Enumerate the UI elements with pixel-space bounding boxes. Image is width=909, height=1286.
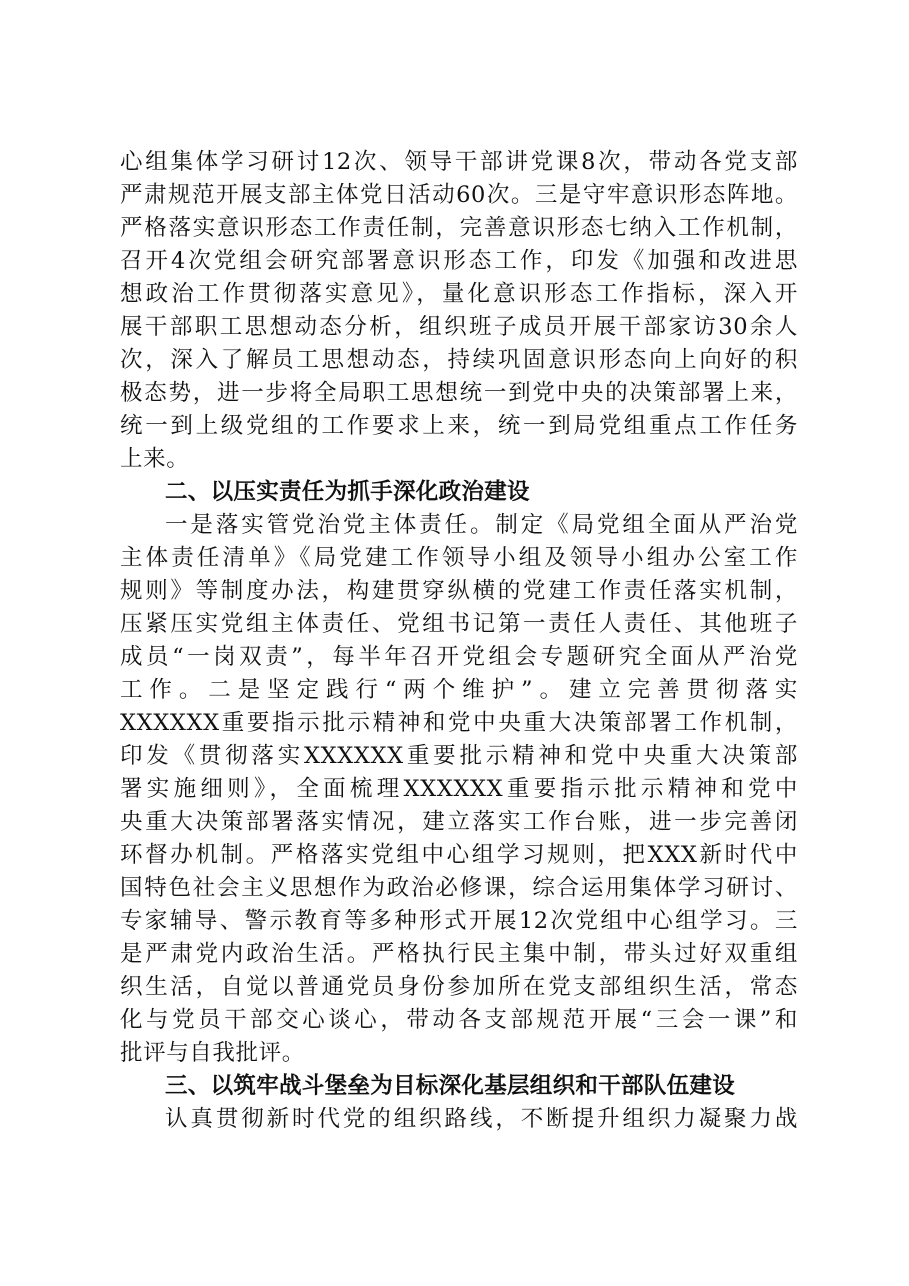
text-line: XXXXXX重要指示批示精神和党中央重大决策部署工作机制， — [120, 710, 798, 736]
text-line: 印发《贯彻落实XXXXXX重要批示精神和党中央重大决策部 — [120, 743, 798, 769]
section-heading-3: 三、以筑牢战斗堡垒为目标深化基层组织和干部队伍建设 — [165, 1073, 736, 1099]
text-line: 主体责任清单》《局党建工作领导小组及领导小组办公室工作 — [120, 545, 798, 571]
text-line: 想政治工作贯彻落实意见》，量化意识形态工作指标，深入开 — [120, 281, 798, 307]
paragraph-ideology — [120, 146, 798, 476]
text-line: 化与党员干部交心谈心，带动各支部规范开展“三会一课”和 — [120, 1007, 798, 1033]
text-line: 认真贯彻新时代党的组织路线，不断提升组织力凝聚力战 — [165, 1106, 798, 1132]
text-line: 极态势，进一步将全局职工思想统一到党中央的决策部署上来， — [120, 380, 798, 406]
text-line: 央重大决策部署落实情况，建立落实工作台账，进一步完善闭 — [120, 809, 798, 835]
text-line: 上来。 — [120, 446, 190, 472]
document-body — [120, 146, 798, 1136]
text-line: 织生活，自觉以普通党员身份参加所在党支部组织生活，常态 — [120, 974, 798, 1000]
section-heading-2: 二、以压实责任为抓手深化政治建设 — [165, 479, 530, 505]
text-line: 批评与自我批评。 — [120, 1040, 305, 1066]
text-line: 国特色社会主义思想作为政治必修课，综合运用集体学习研讨、 — [120, 875, 798, 901]
paragraph-grassroots — [120, 1103, 798, 1136]
text-line: 严格落实意识形态工作责任制，完善意识形态七纳入工作机制， — [120, 215, 798, 241]
text-line: 成员“一岗双责”，每半年召开党组会专题研究全面从严治党 — [120, 644, 798, 670]
text-line: 统一到上级党组的工作要求上来，统一到局党组重点工作任务 — [120, 413, 798, 439]
text-line: 规则》等制度办法，构建贯穿纵横的党建工作责任落实机制， — [120, 578, 798, 604]
text-line: 专家辅导、警示教育等多种形式开展12次党组中心组学习。三 — [120, 908, 798, 934]
text-line: 署实施细则》，全面梳理XXXXXX重要指示批示精神和党中 — [120, 776, 798, 802]
text-line: 一是落实管党治党主体责任。制定《局党组全面从严治党 — [165, 512, 798, 538]
text-line: 召开4次党组会研究部署意识形态工作，印发《加强和改进思 — [120, 248, 798, 274]
text-line: 严肃规范开展支部主体党日活动60次。三是守牢意识形态阵地。 — [120, 182, 798, 208]
text-line: 是严肃党内政治生活。严格执行民主集中制，带头过好双重组 — [120, 941, 798, 967]
text-line: 压紧压实党组主体责任、党组书记第一责任人责任、其他班子 — [120, 611, 798, 637]
text-line: 心组集体学习研讨12次、领导干部讲党课8次，带动各党支部 — [120, 149, 798, 175]
text-line: 展干部职工思想动态分析，组织班子成员开展干部家访30余人 — [120, 314, 798, 340]
text-line: 环督办机制。严格落实党组中心组学习规则，把XXX新时代中 — [120, 842, 798, 868]
text-line: 工作。二是坚定践行“两个维护”。建立完善贯彻落实 — [120, 677, 798, 703]
text-line: 次，深入了解员工思想动态，持续巩固意识形态向上向好的积 — [120, 347, 798, 373]
paragraph-political-building — [120, 509, 798, 1070]
